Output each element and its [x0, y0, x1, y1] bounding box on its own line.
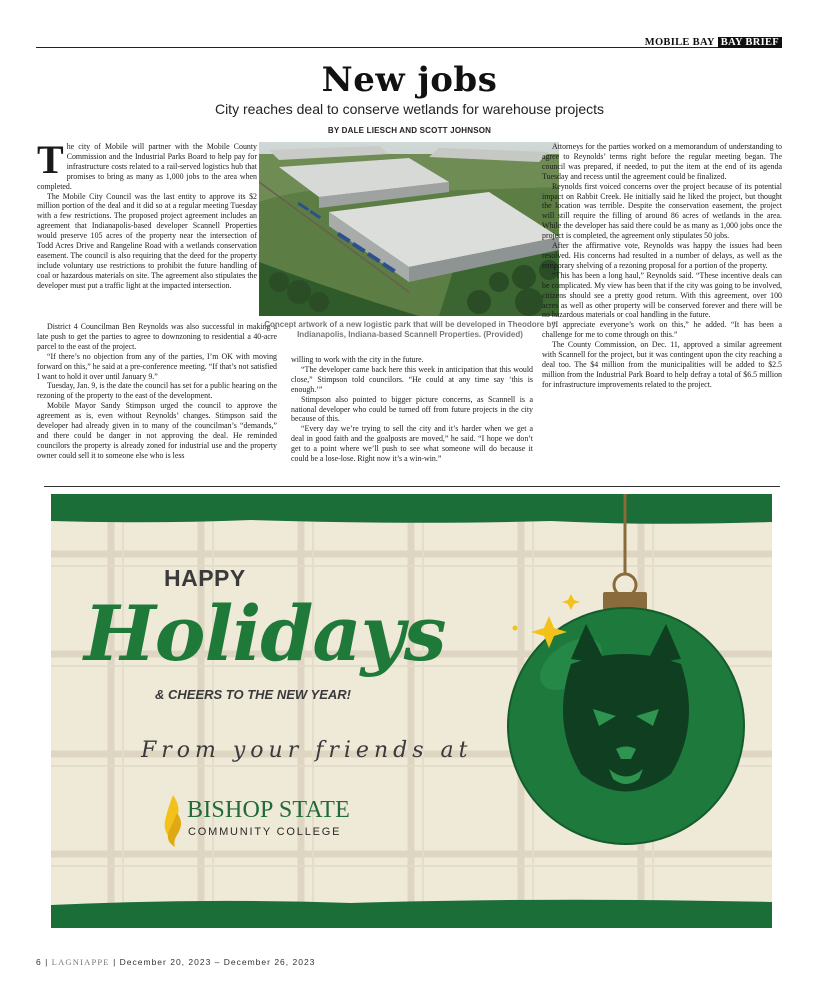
lead-paragraph [37, 142, 257, 192]
paragraph: Attorneys for the parties worked on a memorandum of understanding to agree to Reynolds’ terms right before the regular meeting began. The council was prepared, if needed, to put the item at the end of its agenda Tuesday and recess until the agreement could be finalized. [542, 142, 782, 181]
paragraph: “Every day we’re trying to sell the city and it’s harder when we get a deal in good faith and the goalposts are moved,” he said. “I hope we don’t get to a point where we’ll push to see what someone will do because it could be a lose-lose. Right now it’s a win-win.” [291, 424, 533, 464]
lead-text: he city of Mobile will partner with the Mobile County Commission and the Industrial Parks Board to help pay for infrastructure costs related to a rail-served logistics hub that promises to bring as many as 1,000 jobs to the area when completed. [37, 142, 257, 191]
paragraph: “If there’s no objection from any of the parties, I’m OK with moving forward on this,” he said at a pre-conference meeting. “If that’s not satisfied I want to hold it over until January 9.” [37, 351, 277, 381]
section-label-part2: BAY BRIEF [718, 37, 782, 48]
paragraph: Mobile Mayor Sandy Stimpson urged the council to approve the agreement as is, even without Reynolds’ changes. Stimpson said the developer had already given in to many of the councilman’s “demands,” and there could be danger in not approving the deal. He reminded councilors the property is already zoned for industrial use and the property owner could sell it to someone else who is less [37, 401, 277, 460]
logo-subtitle: COMMUNITY COLLEGE [188, 826, 342, 838]
paragraph: “The developer came back here this week in anticipation that this would close,” Stimpson told councilors. “He could at any time say ‘this is enough.’” [291, 364, 533, 394]
paragraph: The Mobile City Council was the last entity to approve its $2 million portion of the deal and it did so at a regular meeting Tuesday with a few restrictions. The proposed project agreement includes an agreement that Indianapolis-based developer Scannell Properties would preserve 105 acres of the property near the intersection of Todd Acres Drive and Rangeline Road with a wetlands conservation easement. The council is also requiring that the deed for the property include voluntary use restrictions to prohibit the future handling of coal or hazardous materials on site. The agreement also stipulates the developer must put a traffic light at the impacted intersection. [37, 191, 257, 290]
paragraph: “This has been a long haul,” Reynolds said. “These incentive deals can be complicated. My view has been that if the city was going to be involved, citizens should see a pretty good return. With this agreement, over 100 acres as well as other property will be conserved forever and there will be no hazardous materials or coal handling in the future. [542, 270, 782, 320]
article-column-3 [542, 142, 782, 472]
ad-cheers-text: & CHEERS TO THE NEW YEAR! [155, 687, 351, 702]
paragraph: Stimpson also pointed to bigger picture concerns, as Scannell is a national developer who could be turned off from future projects in the city because of this. [291, 394, 533, 424]
page-number: 6 [36, 957, 42, 967]
section-divider [44, 486, 780, 487]
headline: New jobs [321, 60, 498, 100]
paragraph: Reynolds first voiced concerns over the project because of its potential impact on Rabbit Creek. He initially said he liked the project, but thought the location was terrible. Despite the conservation easement, the project will still require the filling of around 86 acres of wetlands in the area. While the developer has said there could be as many as 1,000 jobs once the project is completed, the agreement only stipulates 50 jobs. [542, 181, 782, 241]
paragraph: District 4 Councilman Ben Reynolds was also successful in making a late push to get the parties to agree to downzoning to residential a 40-acre parcel to the east of the project. [37, 322, 277, 351]
drop-cap: T [37, 142, 64, 182]
paragraph: “I appreciate everyone’s work on this,” he added. “It has been a challenge for me to come through on this.” [542, 320, 782, 340]
subhead: City reaches deal to conserve wetlands for warehouse projects [214, 101, 605, 117]
paragraph: Tuesday, Jan. 9, is the date the council has set for a public hearing on the rezoning of the property to the east of the development. [37, 381, 277, 401]
issue-dates: December 20, 2023 – December 26, 2023 [119, 957, 316, 967]
byline: BY DALE LIESCH AND SCOTT JOHNSON [327, 126, 492, 135]
article-column-1-lower [37, 322, 277, 472]
warehouse-illustration [259, 142, 559, 316]
paragraph: The County Commission, on Dec. 11, approved a similar agreement with Scannell for the project, but it was contingent upon the city reaching a deal too. The $4 million from the municipalities will be added to $2.5 million from the Industrial Park Board to help defray a total of $6.5 million for infrastructure improvements related to the project. [542, 340, 782, 389]
paragraph: After the affirmative vote, Reynolds was happy the issues had been resolved. His concerns had resulted in a number of delays, as well as the temporary shelving of a rezoning proposal for a portion of the property. [542, 241, 782, 270]
logo-name: BISHOP STATE [187, 797, 350, 823]
article-column-2 [291, 355, 533, 475]
page-footer: 6 | LAGNIAPPE | December 20, 2023 – December 26, 2023 [36, 957, 316, 967]
ad-holidays-script: Holidays [84, 589, 446, 678]
warehouse-photo [259, 142, 559, 316]
ad-happy-text: HAPPY [164, 565, 246, 591]
ad-background [51, 494, 772, 928]
section-label-part1: MOBILE BAY [644, 37, 715, 48]
holiday-advertisement [51, 494, 772, 928]
publication-name: LAGNIAPPE [51, 957, 110, 967]
photo-caption: Concept artwork of a new logistic park that will be developed in Theodore by Indianapolis, Indiana-based Scannell Properties. (Provided) [264, 320, 556, 339]
paragraph: willing to work with the city in the future. [291, 355, 424, 364]
ad-friends-text: From your friends at [141, 738, 473, 763]
bishop-state-logo [159, 791, 379, 851]
section-label [645, 37, 782, 48]
flame-icon [159, 793, 185, 849]
